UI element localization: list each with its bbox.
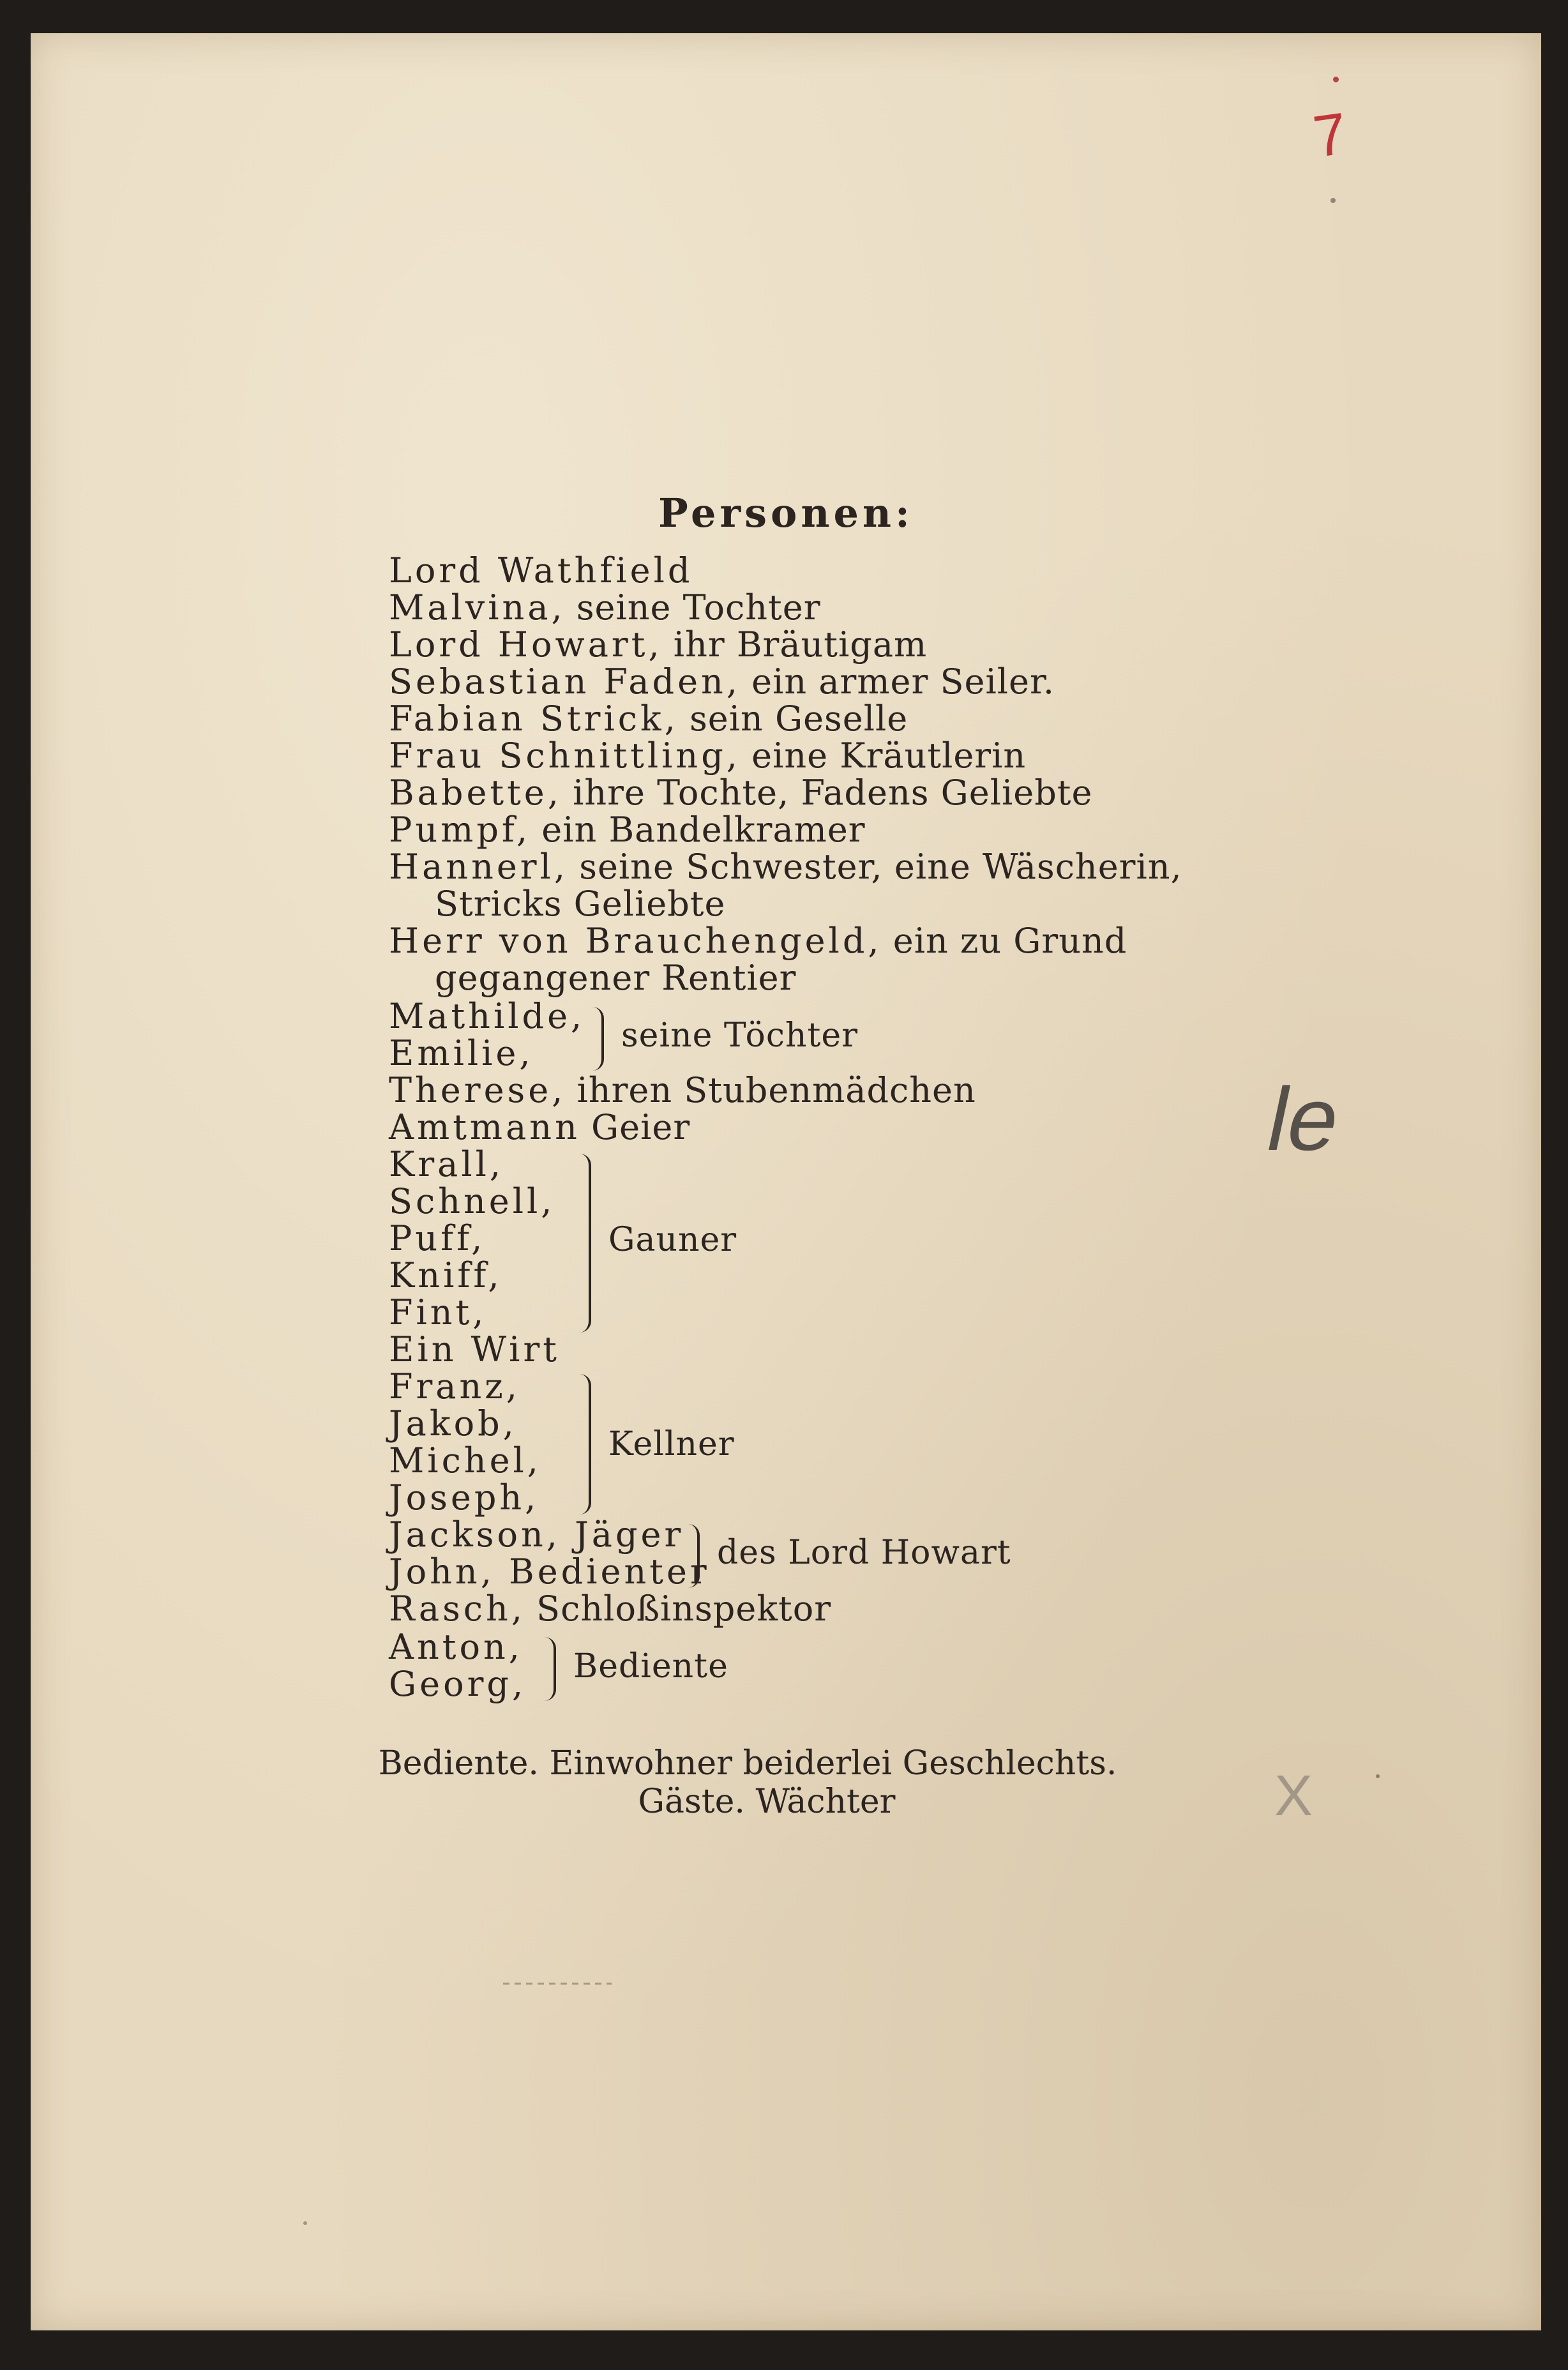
cast-line: Fabian Strick, sein Geselle [389, 698, 908, 739]
paper-specks [31, 33, 1541, 2330]
group-member: Krall, [389, 1144, 504, 1184]
group-member: Fint, [389, 1292, 487, 1332]
group-label: Gauner [608, 1221, 737, 1259]
group-member: Emilie, [389, 1033, 534, 1073]
page-number: 7 [1309, 100, 1351, 170]
cast-line-continued: gegangener Rentier [435, 958, 797, 998]
cast-line: Sebastian Faden, ein armer Seiler. [389, 661, 1055, 702]
group-member: Michel, [389, 1440, 541, 1481]
group-member: Kniff, [389, 1255, 502, 1295]
group-label: des Lord Howart [717, 1534, 1011, 1572]
footer-line-2: Gäste. Wächter [638, 1783, 896, 1821]
group-member: John, Bedienter [389, 1551, 710, 1592]
cast-line-continued: Stricks Geliebte [435, 884, 726, 924]
cast-line: Ein Wirt [389, 1329, 560, 1370]
group-member: Franz, [389, 1366, 520, 1407]
cast-line: Frau Schnittling, eine Kräutlerin [389, 736, 1027, 776]
group-member: Joseph, [389, 1477, 539, 1518]
brace [580, 1154, 591, 1332]
pencil-cross-mark: X [1274, 1764, 1313, 1828]
group-member: Jakob, [389, 1403, 517, 1444]
group-member: Puff, [389, 1218, 486, 1258]
page-title: Personen: [658, 490, 914, 536]
group-member: Anton, [389, 1627, 523, 1667]
brace [545, 1637, 556, 1701]
cast-line: Pumpf, ein Bandelkramer [389, 810, 866, 850]
brace [580, 1374, 591, 1514]
cast-line: Amtmann Geier [389, 1107, 691, 1147]
group-member: Georg, [389, 1664, 527, 1704]
group-member: Jackson, Jäger [389, 1514, 684, 1555]
cast-line: Lord Wathfield [389, 550, 693, 591]
brace [592, 1007, 604, 1071]
cast-line: Malvina, seine Tochter [389, 587, 821, 628]
group-label: seine Töchter [621, 1016, 859, 1055]
cast-line: Herr von Brauchengeld, ein zu Grund [389, 921, 1127, 961]
page-number-dot [1333, 77, 1339, 82]
cast-line: Lord Howart, ihr Bräutigam [389, 624, 928, 665]
pencil-annotation: le [1258, 1069, 1350, 1169]
cast-line: Therese, ihren Stubenmädchen [389, 1070, 976, 1110]
footer-line-1: Bediente. Einwohner beiderlei Geschlechts. [378, 1744, 1117, 1783]
brace [688, 1524, 700, 1588]
document-page [31, 33, 1541, 2330]
cast-line: Hannerl, seine Schwester, eine Wäscherin, [389, 847, 1182, 887]
cast-line: Babette, ihre Tochte, Fadens Geliebte [389, 773, 1093, 813]
group-label: Kellner [608, 1425, 735, 1463]
group-member: Schnell, [389, 1181, 555, 1221]
group-member: Mathilde, [389, 996, 585, 1036]
group-label: Bediente [573, 1647, 728, 1686]
cast-line: Rasch, Schloßinspektor [389, 1589, 832, 1629]
